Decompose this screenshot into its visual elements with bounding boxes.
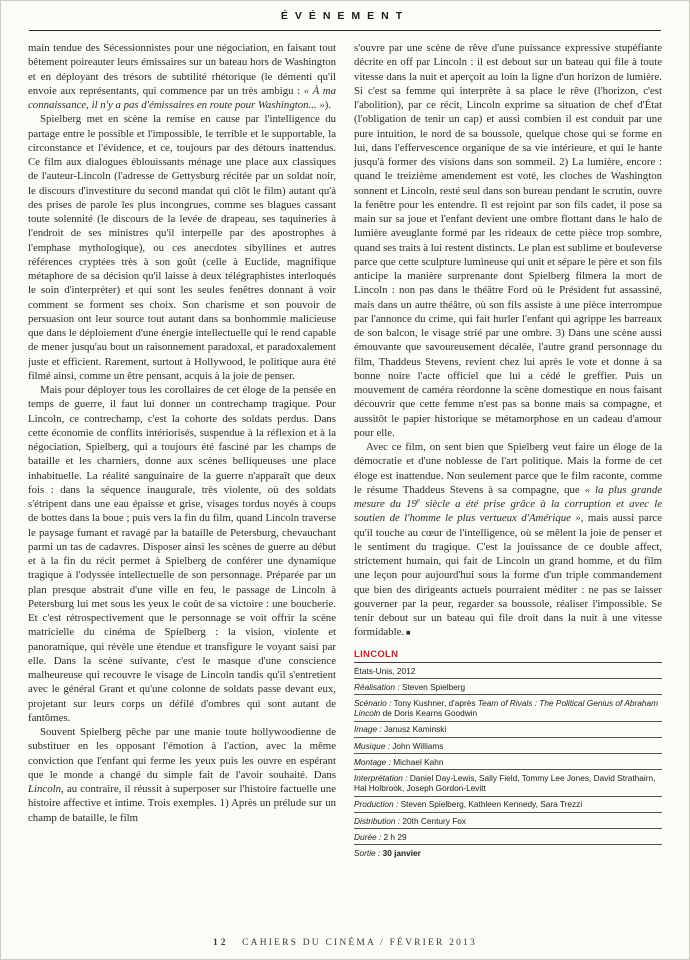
- film-credits-box: [354, 650, 662, 861]
- film-credits-rows: [354, 663, 662, 860]
- page-number: 12: [213, 938, 229, 948]
- article-paragraph: main tendue des Sécessionnistes pour une négociation, en faisant tout bêtement poireauter leurs émissaires sur un bateau hors de Washington et en déployant des trésors de subtilité rhétorique (le démenti qu'il envoie aux représentants, qui commence par un très ambigu : « À ma connaissance, il n'y a pas d'émissaires en route pour Washington... »).: [28, 42, 337, 111]
- credit-label: Image :: [354, 724, 384, 735]
- article-paragraph: Souvent Spielberg pêche par une manie toute hollywoodienne de substituer en les opposant l'émotion à l'action, avec la même conviction que l'enfant qui ferme les yeux puis les ouvre en espérant que le monde a changé du simple fait de l'avoir souhaité. Dans Lincoln, au contraire, il réussit à superposer sur l'histoire factuelle une histoire affective et intime. Trois exemples. 1) Après un prélude sur un champ de bataille, le film: [28, 726, 336, 824]
- article-paragraph: Spielberg met en scène la remise en cause par l'intelligence du partage entre le possible et l'impossible, le terrible et le supportable, la circonstance et l'évidence, et ce, toujours par des détours inattendus. Ce film aux dialogues éblouissants ménage une place aux classiques de l'auteur-Lincoln (l'adresse de Gettysburg récitée par un soldat noir, le discours d'investiture du second mandat qui clôt le film) autant qu'à des prises de parole les plus incongrues, comme ses blagues cassant toute solennité (le discours de la levée de drapeau, ses taquineries à l'endroit de ses ministres qu'il interpelle par des apostrophes à l'emphase mythologique), ou ces anecdotes sibyllines et autres références cryptées très à son goût (celle à Euclide, magnifique métaphore de sa décision qu'il laisse à deux télégraphistes interloqués le soin d'interpréter) et qui sont les seules fenêtres donnant à voir comment se forment ses choix. Son charisme et son pouvoir de persuasion ont leur source tout autant dans sa bonhommie malicieuse que dans le déploiement d'une énergie intellectuelle qui le rend capable de mener jusqu'au bout un raisonnement paradoxal, et paradoxalement juste et efficient. Rarement, surtout à Hollywood, le politique aura été filmé ainsi, comme un être pensant, acquis à la joie de penser.: [28, 113, 336, 382]
- credit-label: Production :: [354, 799, 401, 810]
- page-footer: [1, 938, 689, 948]
- credit-label: Sortie :: [354, 847, 383, 858]
- credit-label: Interprétation :: [354, 772, 410, 783]
- article-column-left: [28, 41, 336, 925]
- section-header: ÉVÉNEMENT: [280, 10, 410, 22]
- credit-row: Réalisation : Steven Spielberg: [354, 679, 662, 695]
- credit-row: Distribution : 20th Century Fox: [354, 813, 662, 829]
- credit-label: Montage :: [354, 756, 394, 767]
- credit-row: États-Unis, 2012: [354, 663, 662, 679]
- article-column-right: [354, 41, 662, 925]
- credit-row: Montage : Michael Kahn: [354, 754, 662, 770]
- credit-row: Musique : John Williams: [354, 738, 662, 754]
- film-title: LINCOLN: [354, 650, 662, 664]
- article-body: [28, 41, 662, 925]
- article-paragraph: Mais pour déployer tous les corollaires de cet éloge de la pensée en temps de guerre, il faut lui donner un contrechamp tragique. Pour Lincoln, ce contrechamp, c'est la cohorte des soldats perdus. Dans cette économie de conflits intériorisés, suspendue à la réflexion et à la négociation, Spielberg, qui a toujours été fasciné par les champs de bataille et les charniers, donne aux scènes belliqueuses une place inhabituelle. La réalité sanguinaire de la guerre n'apparaît que deux fois : dans la séquence inaugurale, très violente, où des soldats s'étripent dans une eau épaisse et grise, visages tordus noyés à coups de bottes dans la boue ; puis vers la fin du film, quand Lincoln traverse le paysage fumant et ravagé par la bataille de Petersburg, chevauchant parmi un tas de cadavres. Disposer ainsi les scènes de guerre au début et à la fin du récit permet à Spielberg de conférer une dynamique tragique à l'odyssée intellectuelle de son personnage. Préparée par un plan presque abstrait d'une ville en feu, le passage de Lincoln à Petersburg lui met sous les yeux le coût de sa victoire : une boucherie. Et c'est rétrospectivement que le personnage se voit offrir la scène matricielle du cinéma de Spielberg : la vision, violente et panoramique, qui révèle une étendue et transfigure le voyant saisi par elle. Dans la scène suivante, c'est le masque d'une conscience malheureuse qui recouvre le visage de Lincoln tandis qu'il s'entretient avec le général Grant et qu'une colonne de soldats passe devant eux, projetant sur leurs corps un défilé d'ombres qui sont autant de fantômes.: [28, 384, 336, 724]
- article-column-right-text: [354, 41, 662, 641]
- journal-name: CAHIERS DU CINÉMA / FÉVRIER 2013: [242, 938, 477, 948]
- credit-label: Réalisation :: [354, 681, 402, 692]
- credit-label: Distribution :: [354, 815, 403, 826]
- credit-label: Durée :: [354, 831, 384, 842]
- credit-row: Image : Janusz Kaminski: [354, 722, 662, 738]
- credit-row: Durée : 2 h 29: [354, 829, 662, 845]
- header-rule: [29, 30, 661, 31]
- credit-label: Musique :: [354, 740, 393, 751]
- article-paragraph: Avec ce film, on sent bien que Spielberg veut faire un éloge de la démocratie et d'une noblesse de l'art politique. Mais la forme de cet éloge est inattendue. Non seulement parce que le film raconte, comme le résume Thaddeus Stevens à sa compagne, que « la plus grande mesure du 19e siècle a été prise grâce à la corruption et avec le soutien de l'homme le plus vertueux d'Amérique », mais aussi parce qu'il touche au cœur de l'intelligence, où se mêlent la joie de penser et le sentiment du tragique. C'est la jouissance de ce double affect, strictement humain, qui fait de Lincoln un grand homme, et du film une leçon pour aujourd'hui sous la forme d'un triple commandement que bien des dirigeants actuels pourraient méditer : ne pas se laisser gouverner par la peur, regarder sa boussole, réaliser l'impossible. Se tenir debout sur un bateau qui file droit dans la nuit à une vitesse formidable. ■: [354, 441, 662, 639]
- credit-row: Scénario : Tony Kushner, d'après Team of Rivals : The Political Genius of Abraham Lincoln de Doris Kearns Goodwin: [354, 695, 662, 722]
- article-paragraph: s'ouvre par une scène de rêve d'une puissance expressive stupéfiante décrite en off par Lincoln : il est debout sur un bateau qui file à toute vitesse dans la nuit et aperçoit au loin la ligne d'un horizon de lumière. Si c'est sa femme qui interprète à sa place le rêve (l'horizon, c'est l'abolition), par ce récit, Lincoln exprime sa situation de chef d'État (l'obligation de tenir un cap) et aussi combien il est conduit par une pure intuition, le nord de sa boussole, quelque chose qui se forme en lui, dans l'effervescence organique de sa vie intérieure, et qui le hante jusqu'à former des visions dans son sommeil. 2) La lumière, encore : quand le treizième amendement est voté, les cloches de Washington sonnent et Lincoln, resté seul dans son bureau pendant le scrutin, ouvre la fenêtre pour les entendre. Il est rejoint par son fils cadet, il pose sa main sur sa joue et l'enfant devient une ombre flottant dans le halo de lumière aveuglante formé par les rideaux de cette pièce trop sombre, quand ses traits à lui restent distincts. Le plan est sublime et bouleverse parce que cette sculpture lumineuse qui unit et sépare le père et son fils anticipe la manière surprenante dont Spielberg filmera la mort de Lincoln : non pas dans le théâtre Ford où le Président fut assassiné, mais dans un autre théâtre, où son fils assiste à une pièce interrompue par l'annonce du crime, qui fait hurler l'enfant qui agrippe les barreaux de son balcon, le visage strié par une ombre. 3) Dans une scène aussi émouvante que savoureusement décalée, l'autre grand personnage du film, Thaddeus Stevens, revient chez lui après le vote et donne à sa bonne noire l'acte officiel que lui a cédé le greffier. Puis un mouvement de caméra réordonne la scène domestique en nous faisant découvrir que cette femme n'est pas sa bonne mais sa compagne, et aussitôt le papier historique se métamorphose en un cadeau d'amour pour elle.: [354, 42, 662, 439]
- credit-label: Scénario :: [354, 697, 394, 708]
- credit-row: Interprétation : Daniel Day-Lewis, Sally Field, Tommy Lee Jones, David Strathairn, Hal Holbrook, Joseph Gordon-Levitt: [354, 770, 662, 797]
- credit-row: Sortie : 30 janvier: [354, 847, 421, 858]
- credit-row: Production : Steven Spielberg, Kathleen Kennedy, Sara Trezzi: [354, 797, 662, 813]
